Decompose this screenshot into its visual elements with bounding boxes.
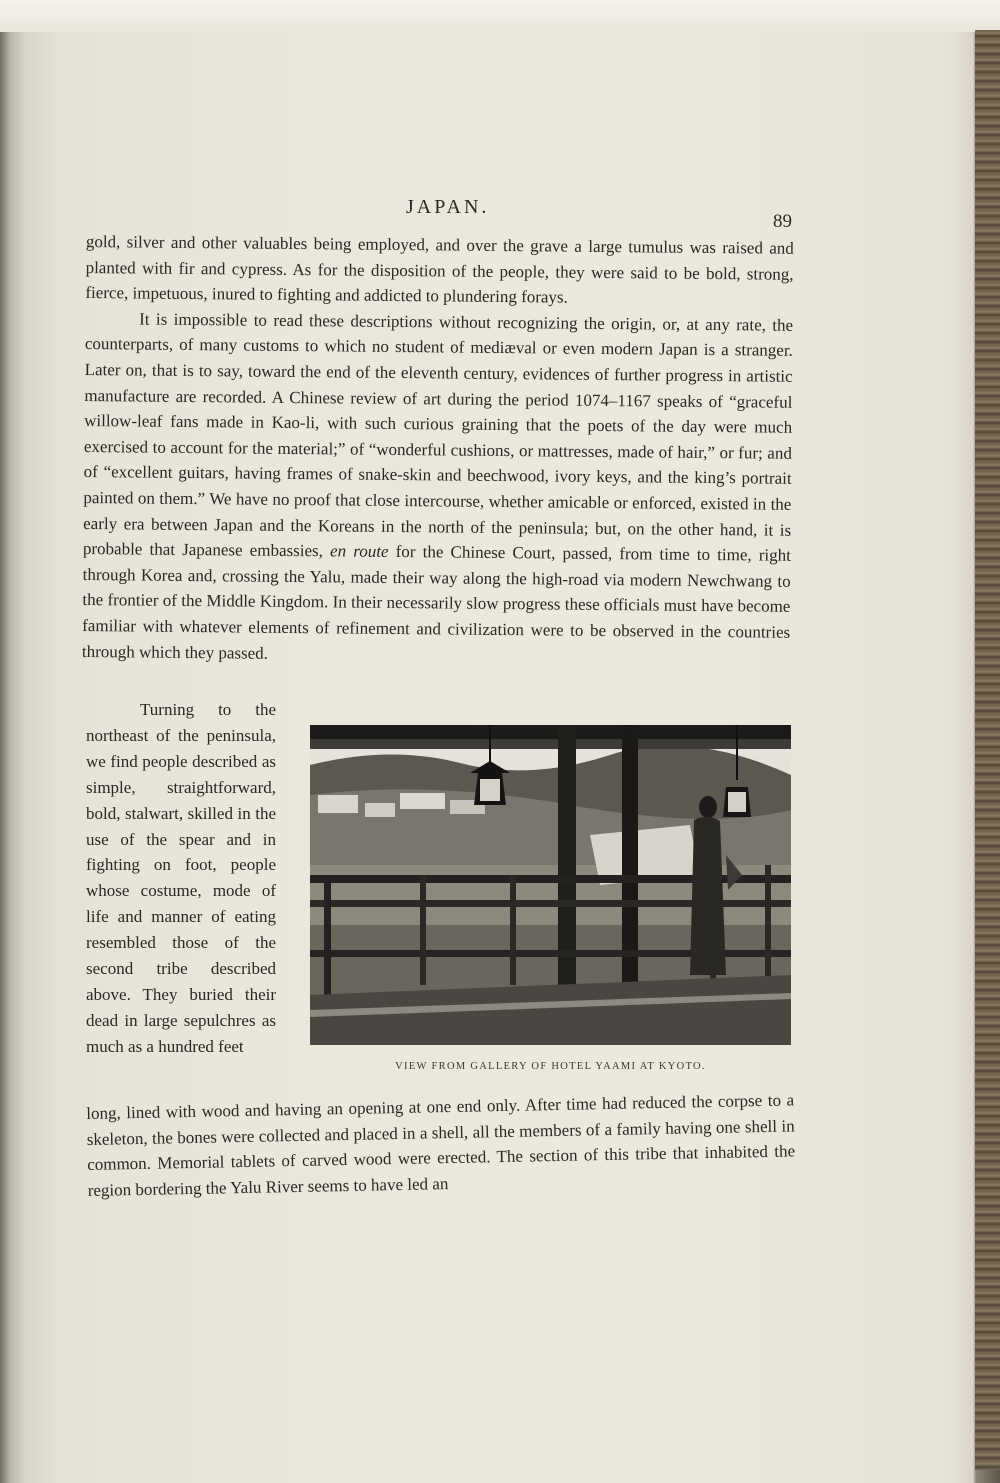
running-header: JAPAN.	[406, 196, 490, 218]
paragraph-text: for the Chinese Court, passed, from time to time, right through Korea and, crossing the Yalu, made their way along the high-road via modern Newchwang to the frontier of the Middle Kingdom. In their necessarily slow progress these officials must have become familiar with whatever elements of refinement and civilization were to be observed in the countries through which they passed.	[81, 542, 792, 663]
paragraph	[82, 306, 793, 671]
paragraph-continued: gold, silver and other valuables being employed, and over the grave a large tumulus was raised and planted with fir and cypress. As for the disposition of the people, they were said to be bold, strong, fierce, impetuous, inured to fighting and addicted to plundering forays.	[85, 231, 794, 307]
paragraph: Turning to the northeast of the peninsula, we find people described as simple, straightforward, bold, stalwart, skilled in the use of the spear and in fighting on foot, people whose costume, mode of life and manner of eating resembled those of the second tribe described above. They buried their dead in large sepulchres as much as a hundred feet	[86, 700, 276, 1056]
italic-phrase: en route	[329, 541, 389, 562]
paragraph-text: It is impossible to read these descriptions without recognizing the origin, or, at any rate, the counterparts, of many customs to which no student of mediæval or even modern Japan is a stranger. Later on, that is to say, toward the end of the eleventh century, evidences of further progress in artistic manufacture are recorded. A Chinese review of art during the period 1074–1167 speaks of “graceful willow-leaf fans made in Kao-li, with such curious graining that the poets of the day were much exercised to account for the material;” of “wonderful cushions, or mattresses, made of hair,” or fur; and of “excellent guitars, having frames of snake-skin and beechwood, ivory keys, and the king’s portrait painted on them.” We have no proof that close intercourse, whether amicable or enforced, existed in the early era between Japan and the Koreans in the north of the peninsula; but, on the other hand, it is probable that Japanese embassies,	[82, 309, 794, 561]
body-text-beside-figure	[86, 697, 276, 1060]
page-number: 89	[773, 211, 792, 232]
page-top-edge	[0, 0, 1000, 32]
figure-caption: VIEW FROM GALLERY OF HOTEL YAAMI AT KYOTO.	[395, 1061, 706, 1072]
figure-photograph	[310, 725, 791, 1045]
body-text-bottom	[86, 1087, 796, 1203]
body-text-top	[82, 229, 794, 671]
book-spine-edge	[975, 30, 1000, 1470]
paragraph-continued: long, lined with wood and having an opening at one end only. After time had reduced the corpse to a skeleton, the bones were collected and placed in a shell, all the members of a family having one shell in common. Memorial tablets of carved wood were erected. The section of this tribe that inhabited the region bordering the Yalu River seems to have led an	[86, 1090, 796, 1200]
